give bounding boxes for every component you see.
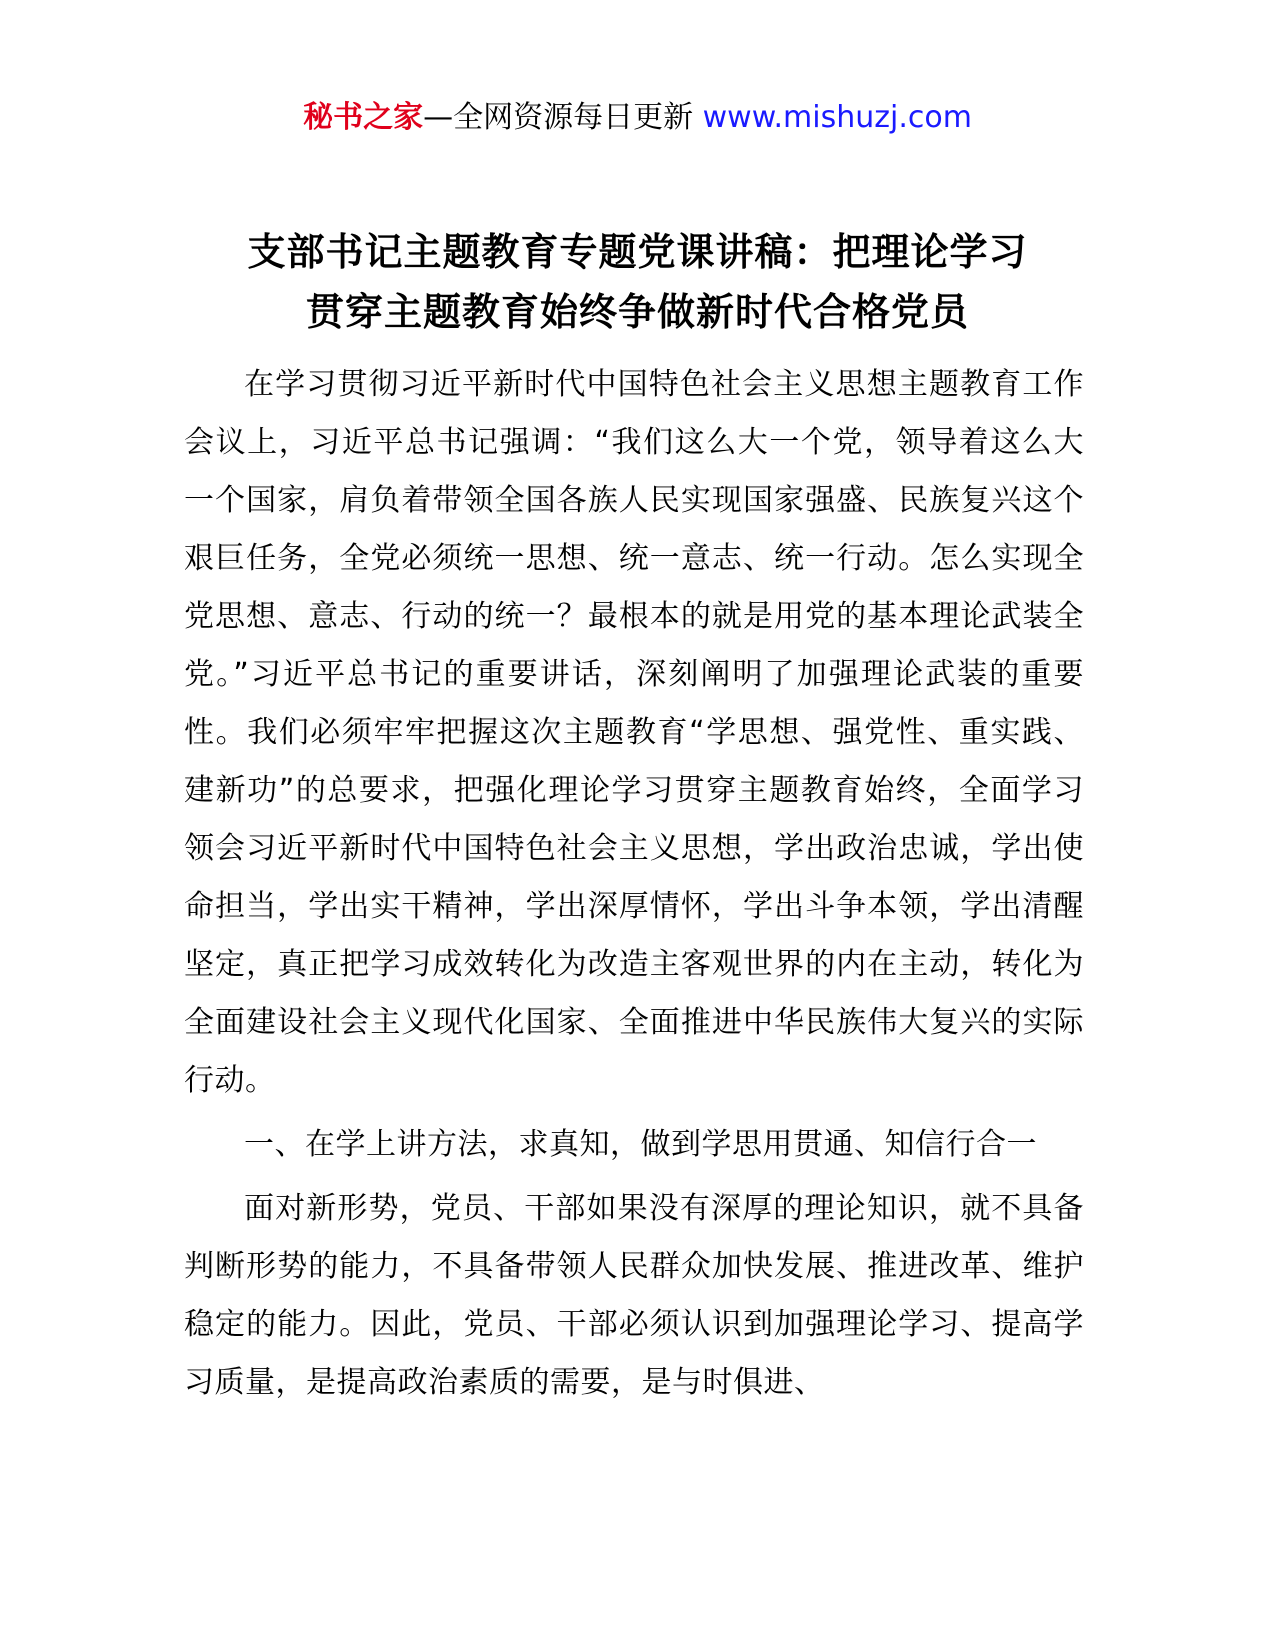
document-title (150, 222, 1125, 342)
body-paragraph: 面对新形势，党员、干部如果没有深厚的理论知识，就不具备判断形势的能力，不具备带领人民群众加快发展、推进改革、维护稳定的能力。因此，党员、干部必须认识到加强理论学习、提高学习质量，是提高政治素质的需要，是与时俱进、 (184, 1191, 1084, 1400)
site-name: 秘书之家 (303, 100, 424, 135)
document-body (184, 356, 1084, 1412)
intro-paragraph: 在学习贯彻习近平新时代中国特色社会主义思想主题教育工作会议上，习近平总书记强调：“我们这么大一个党，领导着这么大一个国家，肩负着带领全国各族人民实现国家强盛、民族复兴这个艰巨任务，全党必须统一思想、统一意志、统一行动。怎么实现全党思想、意志、行动的统一？最根本的就是用党的基本理论武装全党。”习近平总书记的重要讲话，深刻阐明了加强理论武装的重要性。我们必须牢牢把握这次主题教育“学思想、强党性、重实践、建新功”的总要求，把强化理论学习贯穿主题教育始终，全面学习领会习近平新时代中国特色社会主义思想，学出政治忠诚，学出使命担当，学出实干精神，学出深厚情怀，学出斗争本领，学出清醒坚定，真正把学习成效转化为改造主客观世界的内在主动，转化为全面建设社会主义现代化国家、全面推进中华民族伟大复兴的实际行动。 (184, 367, 1084, 1098)
site-url-link[interactable]: www.mishuzj.com (702, 100, 972, 135)
section-heading-1: 一、在学上讲方法，求真知，做到学思用贯通、知信行合一 (244, 1127, 1037, 1162)
site-slogan: —全网资源每日更新 (423, 100, 703, 135)
title-line-1: 支部书记主题教育专题党课讲稿：把理论学习 (247, 230, 1028, 274)
site-header (0, 98, 1275, 138)
title-line-2: 贯穿主题教育始终争做新时代合格党员 (305, 290, 969, 334)
